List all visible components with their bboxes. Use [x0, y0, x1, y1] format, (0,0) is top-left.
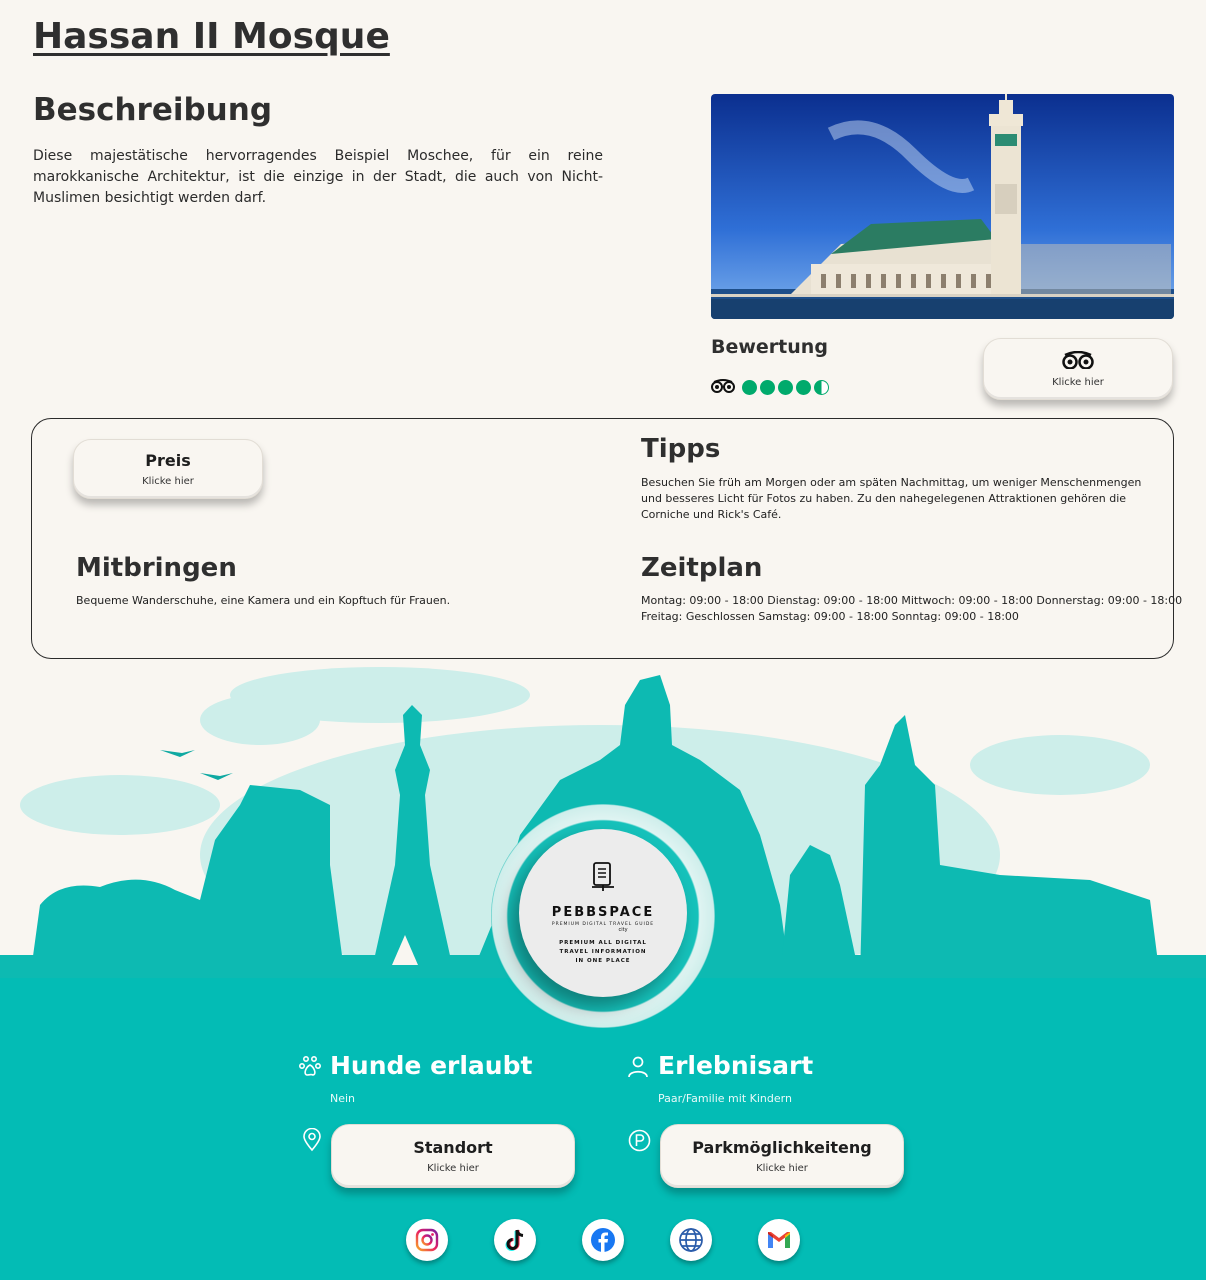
rating-dot — [760, 380, 775, 395]
logo-name: PEBBSPACE — [551, 905, 655, 920]
dogs-heading: Hunde erlaubt — [330, 1051, 533, 1080]
price-button[interactable] — [73, 439, 263, 499]
tips-heading: Tipps — [641, 434, 721, 464]
facebook-icon[interactable] — [582, 1219, 624, 1261]
rating-dots — [742, 380, 829, 395]
location-button[interactable] — [331, 1124, 575, 1188]
mosque-photo — [711, 94, 1174, 319]
rating-dot-half — [814, 380, 829, 395]
instagram-icon[interactable] — [406, 1219, 448, 1261]
document-icon — [590, 861, 616, 897]
tripadvisor-icon — [1061, 351, 1095, 373]
rating-row — [711, 378, 829, 396]
rating-dot — [796, 380, 811, 395]
logo-slogan — [559, 939, 647, 966]
rating-label: Bewertung — [711, 336, 828, 358]
tiktok-icon[interactable] — [494, 1219, 536, 1261]
description-text: Diese majestätische hervorragendes Beispiel Moschee, für ein reine marokkanische Architektur, ist die einzige in der Stadt, die auch von Nicht-Muslimen besichtigt werden darf. — [33, 148, 603, 206]
tripadvisor-icon — [711, 378, 735, 397]
parking-icon — [628, 1129, 651, 1156]
description-heading: Beschreibung — [33, 92, 273, 128]
parking-button-title: Parkmöglichkeiteng — [692, 1138, 872, 1157]
tips-text: Besuchen Sie früh am Morgen oder am späten Nachmittag, um weniger Menschenmengen und besseres Licht für Fotos zu haben. Zu den nahegelegenen Attraktionen gehören die Corniche und Rick's Café. — [641, 476, 1142, 521]
experience-value: Paar/Familie mit Kindern — [658, 1092, 792, 1105]
price-button-title: Preis — [145, 451, 191, 470]
globe-icon[interactable] — [670, 1219, 712, 1261]
logo-slogan-2: TRAVEL INFORMATION — [559, 949, 647, 955]
dogs-value: Nein — [330, 1092, 356, 1105]
logo-slogan-1: PREMIUM ALL DIGITAL — [559, 940, 647, 946]
rating-dot — [778, 380, 793, 395]
pebbspace-logo[interactable] — [519, 829, 687, 997]
bring-text: Bequeme Wanderschuhe, eine Kamera und ein Kopftuch für Frauen. — [76, 594, 451, 607]
schedule-line-2: Freitag: Geschlossen Samstag: 09:00 - 18:00 Sonntag: 09:00 - 18:00 — [641, 610, 1019, 623]
logo-slogan-3: IN ONE PLACE — [575, 958, 631, 964]
location-button-title: Standort — [413, 1138, 493, 1157]
logo-tagline: PREMIUM DIGITAL TRAVEL GUIDE — [551, 922, 655, 927]
map-pin-icon — [301, 1128, 323, 1156]
location-button-sub: Klicke hier — [427, 1163, 479, 1174]
price-button-sub: Klicke hier — [142, 476, 194, 487]
schedule-heading: Zeitplan — [641, 553, 763, 583]
paw-icon — [299, 1055, 323, 1083]
experience-heading: Erlebnisart — [658, 1051, 814, 1080]
bring-heading: Mitbringen — [76, 553, 237, 583]
tripadvisor-button-sub: Klicke hier — [1052, 376, 1104, 388]
parking-button-sub: Klicke hier — [756, 1163, 808, 1174]
person-icon — [627, 1056, 649, 1082]
logo-city: city — [618, 927, 628, 933]
gmail-icon[interactable] — [758, 1219, 800, 1261]
page-title: Hassan II Mosque — [33, 16, 390, 57]
parking-button[interactable] — [660, 1124, 904, 1188]
schedule-line-1: Montag: 09:00 - 18:00 Dienstag: 09:00 - 18:00 Mittwoch: 09:00 - 18:00 Donnerstag: 09:00 - 18:00 — [641, 594, 1183, 607]
tripadvisor-button[interactable] — [983, 338, 1173, 400]
rating-dot — [742, 380, 757, 395]
